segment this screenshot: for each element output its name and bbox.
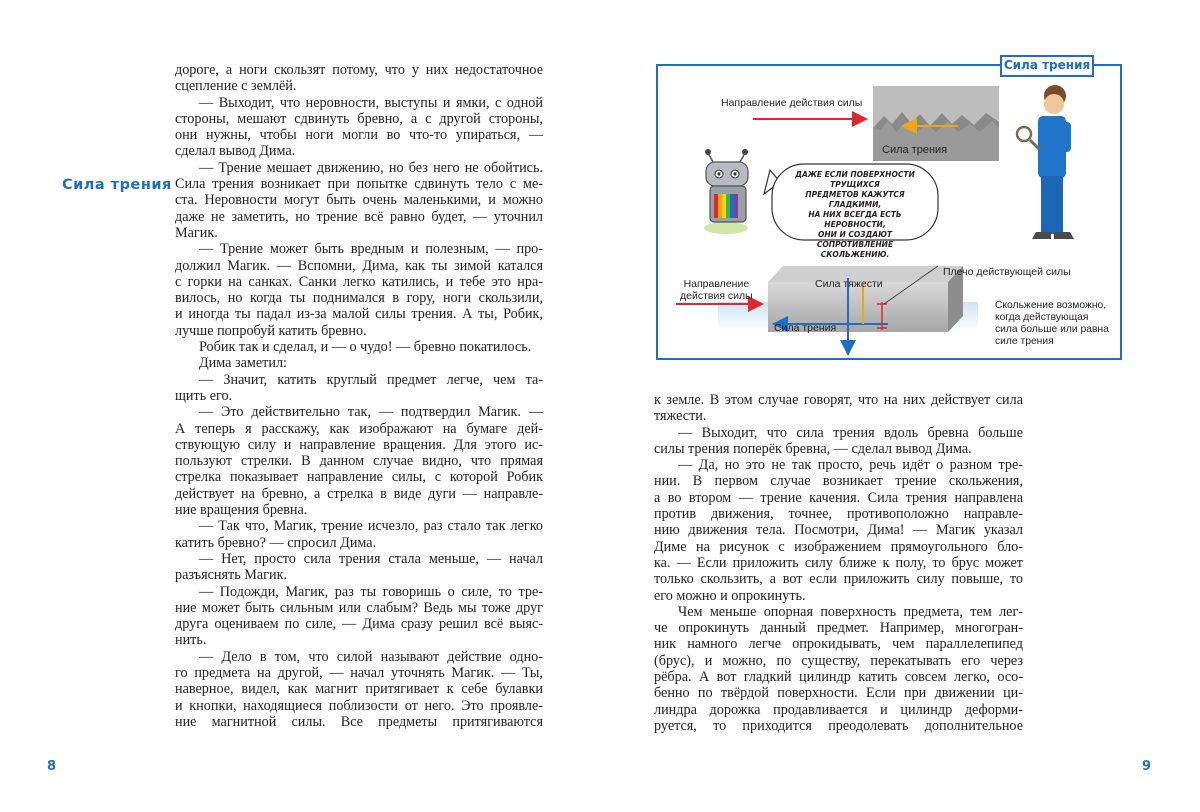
text-line: А теперь я расскажу, как изображают на бумаге дей- (175, 420, 543, 437)
text-line: дороге, а ноги скользят потому, что у них недостаточное (175, 62, 543, 78)
text-line: вилось, но когда ты поднимался в гору, ноги скользили, (175, 290, 543, 307)
robot-illustration (704, 149, 748, 234)
top-force-label: Направление действия силы (721, 97, 863, 109)
block-force-label-line: Направление (683, 278, 750, 290)
text-line: друга оцениваем по силе, — Дима сразу решил всё выяс- (175, 616, 543, 633)
figure-tag: Сила трения (1000, 55, 1094, 77)
text-line: тяжести. (654, 408, 707, 425)
text-line: нии. В первом случае возникает трение скольжения, (654, 473, 1023, 490)
text-line: лучше попробуй катить бревно. (175, 322, 367, 339)
block-force-label (680, 278, 753, 302)
page-number-left: 8 (47, 759, 57, 774)
text-line: сцепление с землёй. (175, 78, 297, 95)
bubble-line: ПРЕДМЕТОВ КАЖУТСЯ ГЛАДКИМИ, (805, 190, 905, 209)
bubble-line: ОНИ И СОЗДАЮТ СОПРОТИВЛЕНИЕ (816, 230, 894, 249)
right-page-text (654, 392, 1023, 734)
text-line: катить бревно? — спросил Дима. (175, 534, 377, 551)
bubble-line: ДАЖЕ ЕСЛИ ПОВЕРХНОСТИ ТРУЩИХСЯ (795, 170, 915, 189)
text-line: должил Магик. — Вспомни, Дима, как ты зимой катался (175, 257, 543, 274)
block-friction-label: Сила трения (774, 322, 837, 334)
text-line: — Выходит, что сила трения вдоль бревна больше (678, 424, 1023, 441)
text-line: они нужны, чтобы ноги могли во что-то упираться, — (175, 127, 543, 144)
text-line: линдра дорожка продавливается и цилиндр деформи- (654, 701, 1023, 718)
text-line: Дима заметил: (199, 355, 287, 372)
sliding-note-line: Скольжение возможно, (995, 300, 1107, 311)
arm-label: Плечо действующей силы (943, 266, 1071, 278)
text-line: — Так что, Магик, трение исчезло, раз стало так легко (199, 518, 543, 535)
text-line: пользуют стрелки. В данном случае видно, что прямая (175, 453, 543, 470)
block-force-label-line: действия силы (680, 290, 753, 302)
bubble-line: СКОЛЬЖЕНИЮ. (820, 250, 890, 259)
sliding-note-line: силе трения (995, 336, 1054, 347)
text-line: — Да, но это не так просто, речь идёт о разном тре- (678, 457, 1023, 474)
page-number-right: 9 (1142, 759, 1152, 774)
side-heading: Сила трения (62, 177, 172, 193)
text-line: — Значит, катить круглый предмет легче, чем та- (199, 371, 543, 388)
text-line: Робик так и сделал, и — о чудо! — бревно покатилось. (199, 339, 532, 356)
text-line: Магик. (175, 224, 218, 241)
text-line: ка. — Если приложить силу ближе к полу, то брус может (654, 554, 1023, 571)
text-line: бенно по твёрдой поверхности. Если при движении ци- (654, 685, 1023, 702)
text-line: силы трения поперёк бревна, — сделал вывод Дима. (654, 440, 972, 457)
text-line: — Трение может быть вредным и полезным, — про- (199, 241, 543, 258)
text-line: и кнопки, находящиеся поблизости от него. Это проявле- (175, 697, 543, 714)
text-line: наверное, видел, как магнит притягивает к себе булавки (175, 681, 543, 698)
text-line: даже не заметить, но трение всё равно будет, — уточнил (175, 208, 543, 225)
text-line: разъяснять Магик. (175, 567, 288, 584)
text-line: Диме на рисунок с изображением прямоугольного бло- (654, 538, 1023, 555)
text-line: нию движения тела. Посмотри, Дима! — Магик указал (654, 522, 1023, 539)
text-line: — Это действительно так, — подтвердил Магик. — (199, 404, 543, 421)
text-line: его можно и опрокинуть. (654, 587, 806, 604)
text-line: ста. Неровности могут быть очень маленькими, и можно (175, 192, 543, 209)
text-line: против движения, точнее, противоположно направле- (654, 506, 1023, 523)
text-line: — Подожди, Магик, раз ты говоришь о силе, то тре- (199, 583, 543, 600)
text-line: только скользить, а вот если приложить силу повыше, то (654, 571, 1023, 588)
text-line: ник намного легче опрокидывать, чем параллелепипед (654, 636, 1023, 653)
bubble-line: НА НИХ ВСЕГДА ЕСТЬ НЕРОВНОСТИ, (808, 210, 902, 229)
text-line: стрелка показывает направление силы, с которой Робик (175, 469, 543, 486)
text-line: а во втором — трение качения. Сила трения направлена (654, 489, 1023, 506)
top-friction-label: Сила трения (882, 144, 948, 156)
text-line: с горки на санках. Санки легко катились, и тебе это нра- (175, 273, 543, 290)
text-line: к земле. В этом случае говорят, что на них действует сила (654, 392, 1023, 408)
sliding-note (995, 300, 1109, 348)
sliding-note-line: когда действующая (995, 312, 1089, 323)
text-line: щить его. (175, 387, 233, 404)
sliding-note-line: сила больше или равна (995, 324, 1109, 335)
text-line: ние вращения бревна. (175, 502, 308, 519)
text-line: ние может быть сильным или слабым? Ведь мы тоже друг (175, 599, 543, 616)
text-line: руется, то приходится преодолевать дополнительное (654, 717, 1023, 734)
text-line: — Трение мешает движению, но без него не обойтись. (199, 159, 543, 176)
text-line: го предмета на другой, — начал уточнять Магик. — Ты, (175, 664, 543, 681)
gravity-label: Сила тяжести (815, 278, 883, 290)
boy-illustration (1017, 85, 1074, 239)
text-line: нить. (175, 632, 207, 649)
text-line: действует на бревно, а стрелка в виде дуги — направле- (175, 485, 543, 502)
text-line: стороны, мешают сдвинуть бревно, а с другой стороны, (175, 110, 543, 127)
text-line: — Нет, просто сила трения стала меньше, — начал (199, 550, 543, 567)
text-line: ние магнитной силы. Все предметы притягиваются (175, 713, 543, 730)
text-line: и иногда ты падал из-за малой силы трения. А ты, Робик, (175, 306, 543, 323)
text-line: ствующую силу и направление вращения. Для этого ис- (175, 436, 543, 453)
text-line: (брус), и можно, по существу, перекатывать его через (654, 652, 1023, 669)
text-line: че опрокинуть данный предмет. Например, многогран- (654, 620, 1023, 637)
text-line: Чем меньше опорная поверхность предмета, тем лег- (678, 603, 1023, 620)
text-line: сделал вывод Дима. (175, 143, 296, 160)
text-line: Сила трения возникает при попытке сдвинуть тело с ме- (175, 176, 543, 193)
text-line: — Дело в том, что силой называют действие одно- (199, 648, 543, 665)
bubble-text (780, 170, 930, 260)
text-line: — Выходит, что неровности, выступы и ямки, с одной (199, 94, 543, 111)
left-page-text (175, 62, 543, 730)
text-line: рёбра. А вот гладкий цилиндр катить совсем легко, осо- (654, 669, 1023, 686)
